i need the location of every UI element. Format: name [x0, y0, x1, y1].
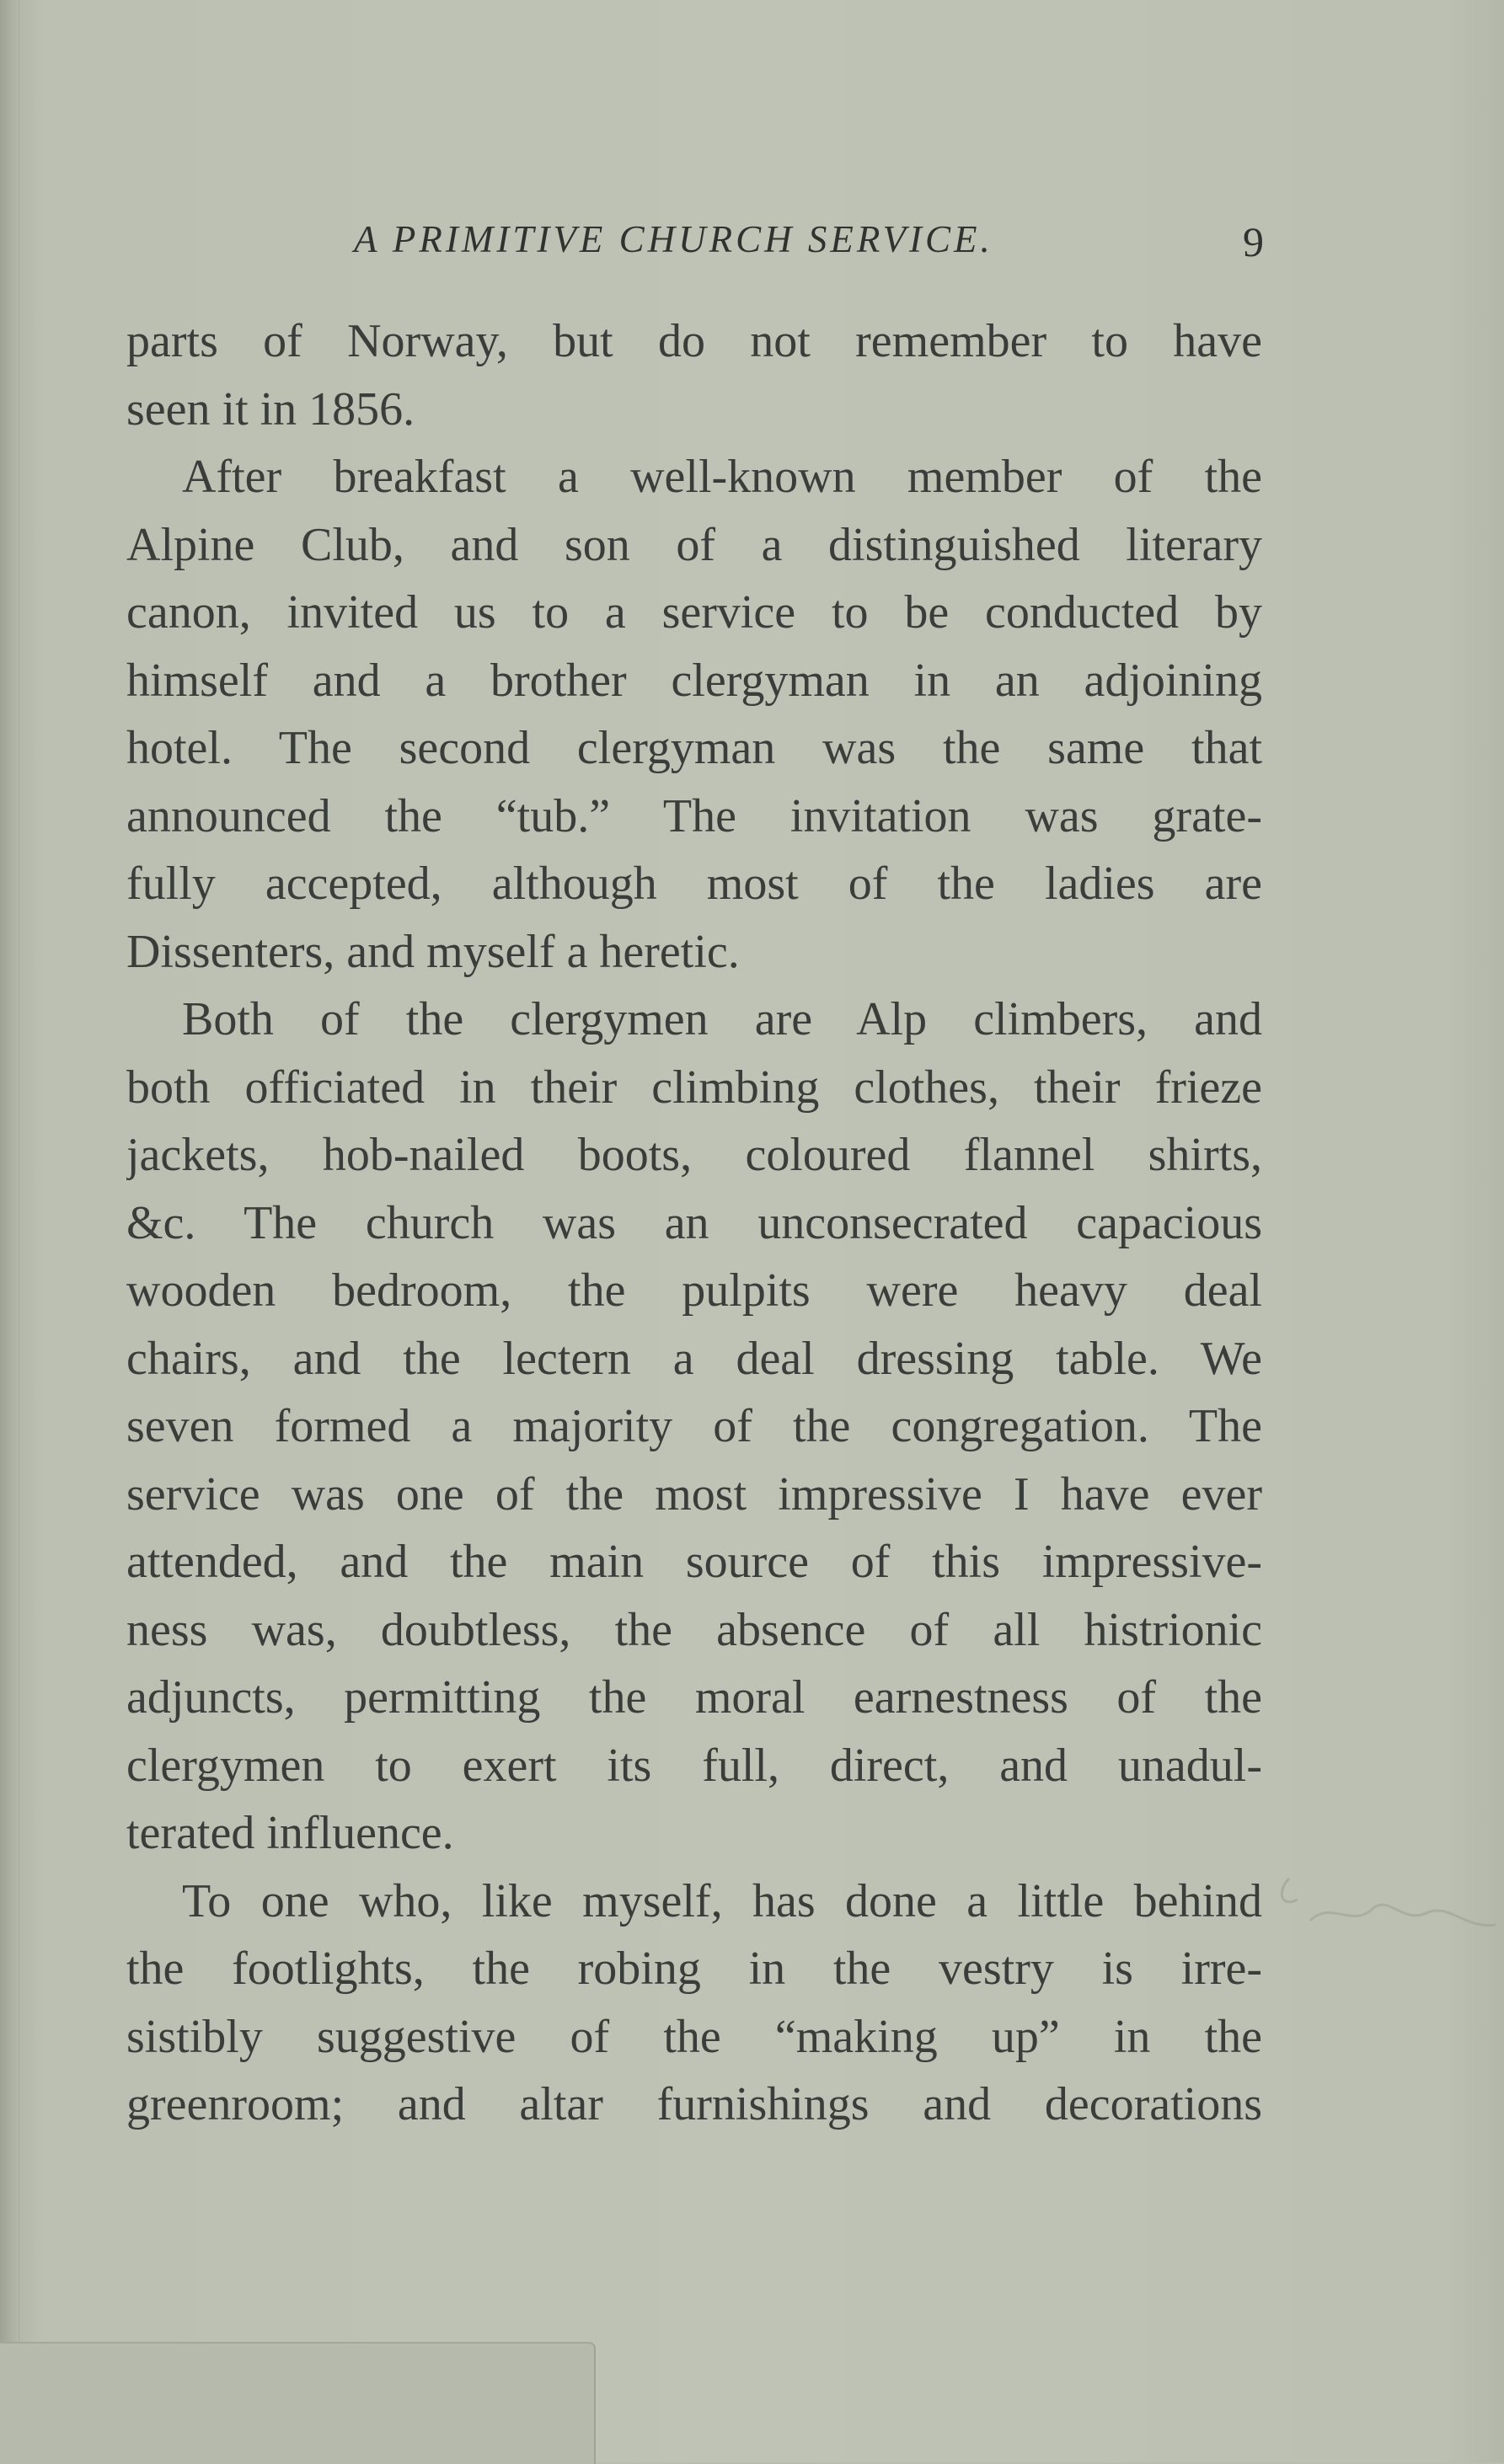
text-line: canon, invited us to a service to be conducted by [126, 586, 1262, 639]
page-gutter [0, 0, 19, 2462]
text-line: After breakfast a well-known member of the [182, 451, 1262, 503]
text-line: Both of the clergymen are Alp climbers, and [182, 993, 1262, 1045]
text-line: jackets, hob-nailed boots, coloured flannel shirts, [126, 1129, 1262, 1181]
text-line: seven formed a majority of the congregation. The [126, 1400, 1262, 1452]
text-line: parts of Norway, but do not remember to have [126, 315, 1262, 367]
text-line: ness was, doubtless, the absence of all histrionic [126, 1603, 1262, 1656]
running-title: A PRIMITIVE CHURCH SERVICE. [354, 218, 993, 260]
text-line: chairs, and the lectern a deal dressing table. We [126, 1332, 1262, 1385]
text-line: Alpine Club, and son of a distinguished literary [126, 518, 1262, 571]
text-line: wooden bedroom, the pulpits were heavy deal [126, 1264, 1262, 1317]
text-line: adjuncts, permitting the moral earnestness of the [126, 1671, 1262, 1724]
text-line: Dissenters, and myself a heretic. [126, 925, 740, 978]
text-line: fully accepted, although most of the ladies are [126, 858, 1262, 910]
text-line: greenroom; and altar furnishings and decorations [126, 2078, 1262, 2130]
text-line: seen it in 1856. [126, 382, 415, 436]
text-line: To one who, like myself, has done a little behind [182, 1874, 1262, 1927]
text-line: service was one of the most impressive I have ever [126, 1467, 1262, 1521]
text-line: announced the “tub.” The invitation was grate- [126, 789, 1262, 842]
text-line: hotel. The second clergyman was the same that [126, 722, 1262, 774]
body-text [126, 307, 1262, 2139]
text-line: &c. The church was an unconsecrated capacious [126, 1196, 1262, 1249]
page-header [126, 217, 1264, 268]
text-line: sistibly suggestive of the “making up” in the [126, 2010, 1262, 2063]
text-line: clergymen to exert its full, direct, and unadul- [126, 1739, 1262, 1792]
pencil-marks [1272, 1862, 1504, 1963]
text-line: the footlights, the robing in the vestry is irre- [126, 1943, 1262, 1995]
text-line: attended, and the main source of this impressive- [126, 1536, 1262, 1588]
text-line: both officiated in their climbing clothes, their frieze [126, 1061, 1262, 1114]
text-line: himself and a brother clergyman in an adjoining [126, 654, 1262, 707]
page-number: 9 [1243, 218, 1264, 265]
text-line: terated influence. [126, 1807, 454, 1859]
library-label-remnant [0, 2342, 596, 2464]
